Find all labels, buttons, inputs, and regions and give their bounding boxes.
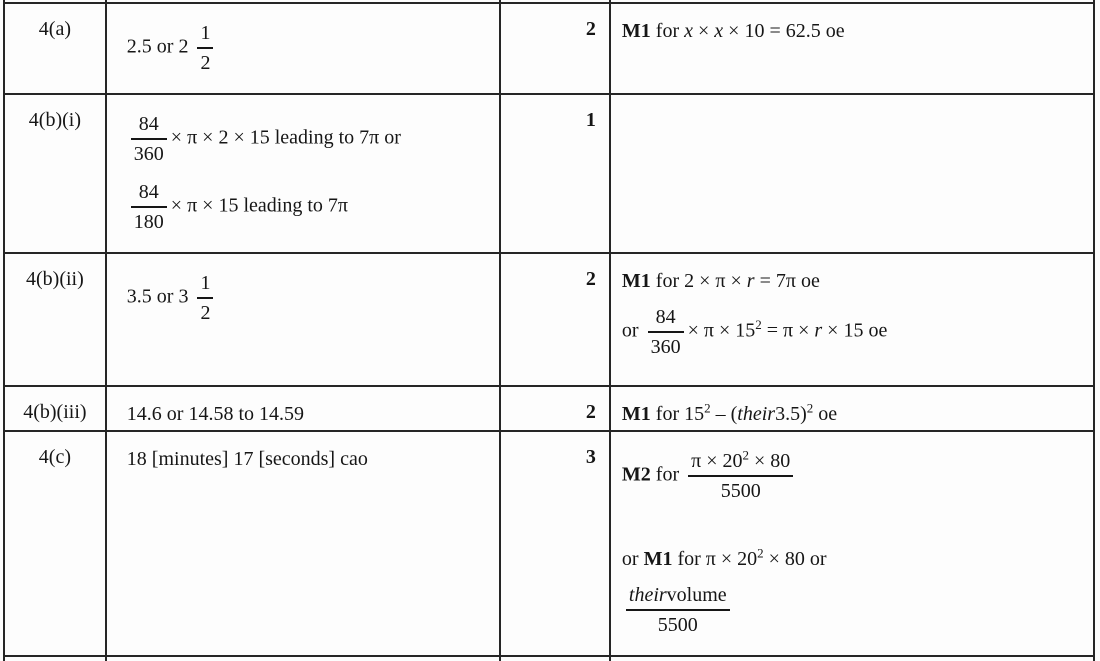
cropped-cell [107,657,501,661]
notes-cell [611,254,1095,385]
text-run: × 80 or [763,548,827,570]
mark-value: 3 [585,446,596,468]
text-run: = π × [761,319,815,342]
notes-cell [611,4,1095,93]
question-number: 4(c) [38,446,71,468]
question-cell [5,95,107,252]
mark-code: M1 [643,548,673,570]
italic-term: their [737,403,776,425]
text-run: 5500 [720,480,761,502]
notes-line [622,446,1085,506]
mark-cell [501,95,611,252]
text-run: × 10 = 62.5 oe [723,20,845,42]
text-run: × π × 15 [687,319,756,342]
text-run: for π × 20 [672,548,758,570]
fraction-denominator [197,49,213,76]
mark-cell [501,432,611,655]
question-cell [5,4,107,93]
text-run: 84 [138,113,159,135]
text-run: × 15 oe [822,319,888,342]
answer-line [127,18,491,78]
mark-value: 2 [585,401,596,423]
question-number: 4(b)(iii) [23,401,87,423]
superscript: 2 [704,400,711,416]
cropped-cell [5,0,107,2]
cropped-cell [5,657,107,661]
cropped-cell [107,0,501,2]
answer-cell [107,4,501,93]
cropped-row-below [5,657,1095,661]
text-run: volume [666,584,727,606]
question-number: 4(b)(i) [28,109,81,131]
fraction [131,111,167,167]
text-run: × 80 [749,450,791,472]
answer-line [127,109,491,169]
question-number: 4(a) [38,18,71,40]
mark-value: 1 [585,109,596,131]
text-run: 84 [655,306,676,328]
mark-value: 2 [585,18,596,40]
fraction [131,179,167,235]
superscript: 2 [755,316,762,332]
mark-cell [501,254,611,385]
answer-line [127,446,491,472]
fraction-numerator [197,270,213,299]
question-cell [5,387,107,430]
fraction-denominator [197,299,213,326]
text-run: = 7π oe [754,270,820,292]
fraction-denominator [131,208,167,235]
text-run: 1 [200,22,211,44]
answer-cell [107,254,501,385]
cropped-cell [501,0,611,2]
fraction-numerator [131,179,167,208]
text-run: for 15 [650,403,705,425]
italic-term: x [714,20,724,42]
mark-code: M1 [621,20,651,42]
superscript: 2 [806,400,814,416]
fraction [688,448,793,504]
notes-line [622,401,1085,427]
text-run: oe [813,403,838,425]
text-run: 1 [200,272,211,294]
fraction [648,304,684,360]
italic-term: r [746,270,755,292]
notes-line [622,514,1085,538]
answer-line [127,401,491,427]
text-run: 3.5 or 3 [126,285,194,308]
fraction-denominator [648,333,684,360]
fraction-denominator [626,611,730,638]
superscript: 2 [757,545,764,561]
text-run: 2.5 or 2 [126,35,194,58]
mark-value: 2 [585,268,596,290]
text-run: × π × 15 leading to 7π [170,194,348,217]
question-cell [5,254,107,385]
notes-line [622,18,1085,44]
mark-code: M2 [621,463,651,486]
table-row [5,432,1095,657]
text-run: for [650,463,685,486]
answer-cell [107,387,501,430]
text-run: × [693,20,715,42]
table-row [5,387,1095,432]
question-cell [5,432,107,655]
table-row [5,254,1095,387]
cropped-cell [611,0,1095,2]
notes-line [622,268,1085,294]
mark-code: M1 [621,403,651,425]
answer-cell [107,432,501,655]
text-run: 2 [200,302,211,324]
fraction-numerator [648,304,684,333]
text-run: π × 20 [691,450,743,472]
superscript: 2 [742,447,749,463]
notes-line [622,302,1085,362]
mark-scheme-table [3,0,1095,661]
text-run: 180 [133,211,164,233]
fraction-denominator [131,140,167,167]
cropped-cell [611,657,1095,661]
mark-cell [501,387,611,430]
fraction-numerator [131,111,167,140]
table-row [5,4,1095,95]
text-run: 84 [138,181,159,203]
fraction-numerator [197,20,213,49]
fraction [197,20,213,76]
fraction-denominator [688,477,793,504]
text-run: 360 [650,336,681,358]
fraction [197,270,213,326]
text-run: × π × 2 × 15 leading to 7π or [170,126,401,149]
notes-line [622,580,1085,640]
notes-cell [611,387,1095,430]
fraction [626,582,730,638]
text-run: 360 [133,143,164,165]
mark-code: M1 [621,270,651,292]
text-run: 3.5) [775,403,807,425]
cropped-cell [501,657,611,661]
text-run: 18 [minutes] 17 [seconds] cao [126,448,368,470]
answer-line [127,268,491,328]
text-run: 2 [200,52,211,74]
text-run: 5500 [657,614,698,636]
notes-line [622,546,1085,572]
text-run: 14.6 or 14.58 to 14.59 [126,403,305,425]
answer-line [127,177,491,237]
table-row [5,95,1095,254]
fraction-numerator [688,448,793,477]
fraction-numerator [626,582,730,611]
text-run: for [650,20,685,42]
notes-cell [611,95,1095,252]
text-run: – ( [710,403,738,425]
mark-cell [501,4,611,93]
text-run: or [621,319,644,342]
italic-term: r [814,319,823,342]
notes-cell [611,432,1095,655]
italic-term: x [684,20,693,42]
answer-cell [107,95,501,252]
text-run: or [621,548,644,570]
question-number: 4(b)(ii) [26,268,84,290]
italic-term: their [628,584,667,606]
text-run: for 2 × π × [650,270,747,292]
